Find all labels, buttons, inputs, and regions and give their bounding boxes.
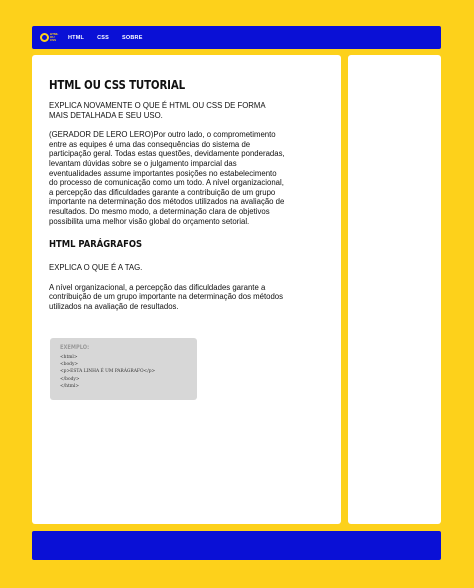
footer-bar — [32, 531, 441, 560]
code-line: </html> — [60, 383, 79, 389]
code-line: <p>ESTA LINHA É UM PARÁGRAFO</p> — [60, 369, 156, 375]
logo-icon — [40, 33, 49, 42]
code-line: </body> — [60, 376, 80, 382]
logo-text: HTML OU CSS — [50, 32, 59, 42]
lorem-paragraph: (GERADOR DE LERO LERO)Por outro lado, o comprometimento entre as equipes é uma das consequências do sistema de participação geral. Todas estas questões, devidamente ponderadas, levantam dúvidas sobre se o julgamento imparcial das eventualidades assume importantes posições no estabelecimento do processo de comunicação como um todo. A nível organizacional, a percepção das dificuldades garante a contribuição de um grupo importante na determinação dos métodos utilizados na avaliação de resultados. Do mesmo modo, a determinação clara de objetivos possibilita uma melhor visão global do orçamento setorial. — [49, 130, 285, 226]
example-title: EXEMPLO: — [60, 344, 90, 351]
intro-text: EXPLICA NOVAMENTE O QUE É HTML OU CSS DE FORMA MAIS DETALHADA E SEU USO. — [49, 101, 266, 120]
paragraph-text: A nível organizacional, a percepção das dificuldades garante a contribuição de um grupo importante na determinação dos métodos utilizados na avaliação de resultados. — [49, 282, 284, 311]
code-line: <body> — [60, 362, 79, 368]
sidebar-panel — [348, 55, 441, 524]
main-content-panel — [32, 55, 341, 524]
code-line: <html> — [60, 355, 78, 360]
code-block — [60, 354, 187, 390]
page-title: HTML OU CSS TUTORIAL — [49, 77, 185, 92]
tag-explanation: EXPLICA O QUE É A TAG. — [49, 263, 143, 273]
code-example-box — [50, 338, 197, 400]
nav-link-html[interactable]: HTML — [68, 34, 85, 41]
logo[interactable] — [40, 32, 58, 44]
section-title: HTML PARÁGRAFOS — [49, 239, 143, 251]
top-navbar — [32, 26, 441, 49]
nav-link-sobre[interactable]: SOBRE — [122, 34, 143, 41]
article — [49, 77, 285, 312]
nav-link-css[interactable]: CSS — [97, 34, 109, 41]
